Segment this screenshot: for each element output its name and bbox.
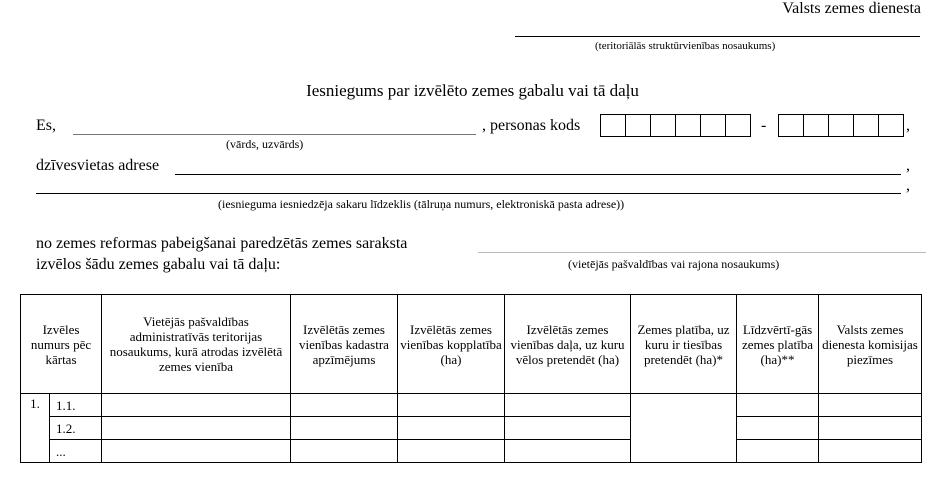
address-label: dzīvesvietas adrese: [36, 157, 160, 174]
cell-municipality[interactable]: [102, 440, 291, 463]
code-digit-box[interactable]: [853, 115, 878, 136]
table-row: [21, 440, 922, 463]
cell-total-area[interactable]: [398, 394, 505, 417]
col-header-commission-notes: Valsts zemes dienesta komisijas piezīmes: [819, 295, 922, 394]
personal-code-part2[interactable]: [778, 114, 904, 137]
table-header-row: [21, 295, 922, 394]
col-header-entitled-area: Zemes platība, uz kuru ir tiesības pretendēt (ha)*: [631, 295, 737, 394]
cell-cadastre[interactable]: [291, 394, 398, 417]
municipality-field[interactable]: [478, 252, 926, 253]
cell-part-area[interactable]: [505, 417, 631, 440]
code-digit-box[interactable]: [779, 115, 803, 136]
col-header-total-area: Izvēlētās zemes vienības kopplatība (ha): [398, 295, 505, 394]
row-number: ...: [50, 440, 102, 463]
es-label: Es,: [36, 117, 56, 134]
col-header-number: Izvēles numurs pēc kārtas: [21, 295, 102, 394]
row-number: 1.1.: [50, 394, 102, 417]
cell-notes[interactable]: [819, 394, 922, 417]
group-number: 1.: [21, 394, 50, 463]
reform-line-2: izvēlos šādu zemes gabalu vai tā daļu:: [36, 256, 281, 273]
address-comma: ,: [906, 157, 910, 174]
office-caption: (teritoriālās struktūrvienības nosaukums): [595, 40, 776, 52]
municipality-caption: (vietējās pašvaldības vai rajona nosaukums): [568, 257, 780, 271]
cell-part-area[interactable]: [505, 440, 631, 463]
cell-entitled-area[interactable]: [631, 394, 737, 463]
col-header-cadastre: Izvēlētās zemes vienības kadastra apzīmējums: [291, 295, 398, 394]
cell-equivalent-area[interactable]: [737, 394, 819, 417]
cell-total-area[interactable]: [398, 440, 505, 463]
code-digit-box[interactable]: [675, 115, 700, 136]
contact-comma: ,: [906, 177, 910, 194]
land-selection-table: [20, 294, 922, 463]
contact-field[interactable]: [36, 193, 901, 194]
personal-code-label: , personas kods: [482, 117, 581, 134]
cell-equivalent-area[interactable]: [737, 417, 819, 440]
col-header-equivalent-area: Līdzvērtī-gās zemes platība (ha)**: [737, 295, 819, 394]
code-digit-box[interactable]: [700, 115, 725, 136]
office-name-line[interactable]: [515, 36, 920, 37]
code-digit-box[interactable]: [625, 115, 650, 136]
cell-part-area[interactable]: [505, 394, 631, 417]
name-caption: (vārds, uzvārds): [226, 137, 304, 151]
name-field[interactable]: [73, 134, 476, 135]
reform-line-1: no zemes reformas pabeigšanai paredzētās zemes saraksta: [36, 235, 408, 252]
office-title: Valsts zemes dienesta: [782, 0, 921, 17]
personal-code-part1[interactable]: [600, 114, 751, 137]
code-digit-box[interactable]: [601, 115, 625, 136]
cell-equivalent-area[interactable]: [737, 440, 819, 463]
code-dash: -: [761, 117, 767, 134]
address-field[interactable]: [175, 174, 901, 175]
contact-caption: (iesnieguma iesniedzēja sakaru līdzeklis (tālruņa numurs, elektroniskā pasta adrese)): [218, 197, 625, 211]
code-digit-box[interactable]: [650, 115, 675, 136]
cell-notes[interactable]: [819, 440, 922, 463]
col-header-municipality: Vietējās pašvaldības administratīvās teritorijas nosaukums, kurā atrodas izvēlētā zemes vienība: [102, 295, 291, 394]
code-digit-box[interactable]: [803, 115, 828, 136]
code-comma: ,: [906, 117, 910, 134]
cell-municipality[interactable]: [102, 394, 291, 417]
code-digit-box[interactable]: [725, 115, 750, 136]
code-digit-box[interactable]: [828, 115, 853, 136]
code-digit-box[interactable]: [878, 115, 903, 136]
table-row: [21, 417, 922, 440]
cell-cadastre[interactable]: [291, 417, 398, 440]
col-header-part-area: Izvēlētās zemes vienības daļa, uz kuru vēlos pretendēt (ha): [505, 295, 631, 394]
table-row: [21, 394, 922, 417]
cell-total-area[interactable]: [398, 417, 505, 440]
cell-municipality[interactable]: [102, 417, 291, 440]
cell-cadastre[interactable]: [291, 440, 398, 463]
cell-notes[interactable]: [819, 417, 922, 440]
row-number: 1.2.: [50, 417, 102, 440]
form-title: Iesniegums par izvēlēto zemes gabalu vai tā daļu: [306, 81, 639, 100]
